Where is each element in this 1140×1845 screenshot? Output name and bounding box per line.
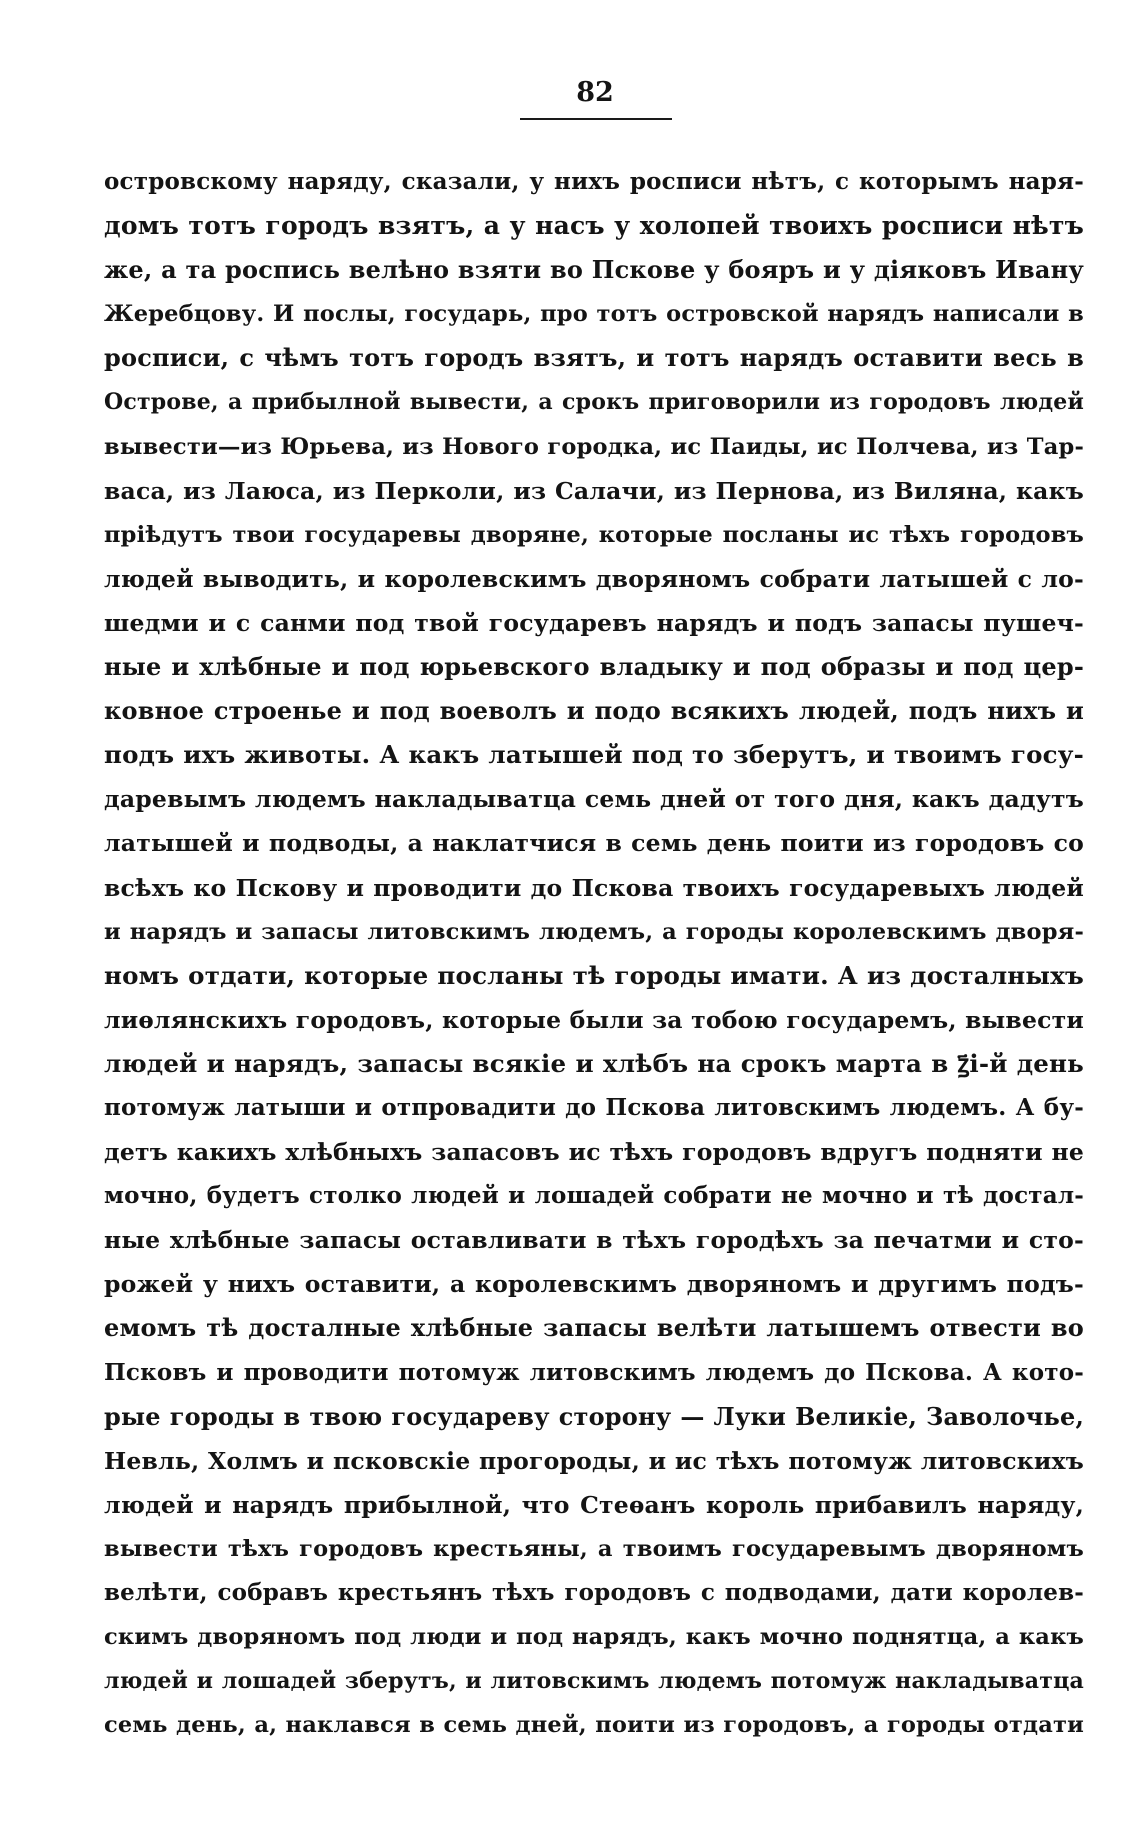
text-line: росписи, с чѣмъ тотъ городъ взятъ, и тотъ нарядъ оставити весь в <box>104 343 1084 373</box>
text-line: емомъ тѣ досталные хлѣбные запасы велѣти латышемъ отвести во <box>104 1313 1084 1343</box>
text-line: ные хлѣбные запасы оставливати в тѣхъ городѣхъ за печатми и сто- <box>104 1226 1084 1255</box>
text-line: детъ какихъ хлѣбныхъ запасовъ ис тѣхъ городовъ вдругъ подняти не <box>104 1138 1084 1167</box>
text-line: скимъ дворяномъ под люди и под нарядъ, какъ мочно поднятца, а какъ <box>104 1624 1084 1651</box>
text-line: васа, из Лаюса, из Перколи, из Салачи, из Пернова, из Виляна, какъ <box>104 476 1084 505</box>
text-line: мочно, будетъ столко людей и лошадей собрати не мочно и тѣ достал- <box>104 1182 1084 1210</box>
text-line: вывести тѣхъ городовъ крестьяны, а твоимъ государевымъ дворяномъ <box>104 1535 1084 1562</box>
text-line: рожей у нихъ оставити, а королевскимъ дворяномъ и другимъ подъ- <box>104 1270 1084 1299</box>
text-line: ные и хлѣбные и под юрьевского владыку и под образы и под цер- <box>104 652 1084 682</box>
header-rule <box>520 118 672 120</box>
text-line: Острове, а прибылной вывести, а срокъ приговорили из городовъ людей <box>104 389 1084 416</box>
text-line: семь день, а, наклався в семь дней, поити из городовъ, а городы отдати <box>104 1712 1084 1739</box>
text-line: же, а та роспись велѣно взяти во Пскове у бояръ и у діяковъ Ивану <box>104 255 1084 285</box>
text-line: велѣти, собравъ крестьянъ тѣхъ городовъ с подводами, дати королев- <box>104 1579 1084 1606</box>
text-line: людей и нарядъ прибылной, что Стеѳанъ король прибавилъ наряду, <box>104 1490 1084 1519</box>
text-line: латышей и подводы, а наклатчися в семь день поити из городовъ со <box>104 829 1084 858</box>
text-line: людей и нарядъ, запасы всякіе и хлѣбъ на срокъ марта в ꙁ҃і-й день <box>104 1048 1084 1078</box>
text-line: Невль, Холмъ и псковскіе прогороды, и ис тѣхъ потомуж литовскихъ <box>104 1446 1084 1475</box>
text-line: домъ тотъ городъ взятъ, а у насъ у холопей твоихъ росписи нѣтъ <box>104 211 1084 241</box>
text-line: ковное строенье и под воеволъ и подо всякихъ людей, подъ нихъ и <box>104 696 1084 726</box>
text-line: номъ отдати, которые посланы тѣ городы имати. А из досталныхъ <box>104 960 1084 990</box>
body-text <box>104 160 1084 1747</box>
text-line: шедми и с санми под твой государевъ нарядъ и подъ запасы пушеч- <box>104 608 1084 637</box>
text-line: островскому наряду, сказали, у нихъ росписи нѣтъ, с которымъ наря- <box>104 168 1084 195</box>
page-number: 82 <box>576 77 614 108</box>
text-line: пріѣдутъ твои государевы дворяне, которые посланы ис тѣхъ городовъ <box>104 521 1084 548</box>
text-line: даревымъ людемъ накладыватца семь дней от того дня, какъ дадутъ <box>104 785 1084 814</box>
text-line: рые городы в твою государеву сторону — Луки Великіе, Заволочье, <box>104 1401 1084 1431</box>
text-line: лиѳлянскихъ городовъ, которые были за тобою государемъ, вывести <box>104 1005 1084 1034</box>
text-line: вывести—из Юрьева, из Нового городка, ис Паиды, ис Полчева, из Тар- <box>104 433 1084 460</box>
text-line: людей и лошадей зберутъ, и литовскимъ людемъ потомуж накладыватца <box>104 1668 1084 1695</box>
text-line: Псковъ и проводити потомуж литовскимъ людемъ до Пскова. А кото- <box>104 1358 1084 1386</box>
text-line: Жеребцову. И послы, государь, про тотъ островской нарядъ написали в <box>104 301 1084 328</box>
text-line: и нарядъ и запасы литовскимъ людемъ, а городы королевскимъ дворя- <box>104 918 1084 945</box>
text-line: потомуж латыши и отпровадити до Пскова литовскимъ людемъ. А бу- <box>104 1093 1084 1121</box>
text-line: всѣхъ ко Пскову и проводити до Пскова твоихъ государевыхъ людей <box>104 873 1084 902</box>
text-line: подъ ихъ животы. А какъ латышей под то зберутъ, и твоимъ госу- <box>104 740 1084 770</box>
text-line: людей выводить, и королевскимъ дворяномъ собрати латышей с ло- <box>104 564 1084 593</box>
